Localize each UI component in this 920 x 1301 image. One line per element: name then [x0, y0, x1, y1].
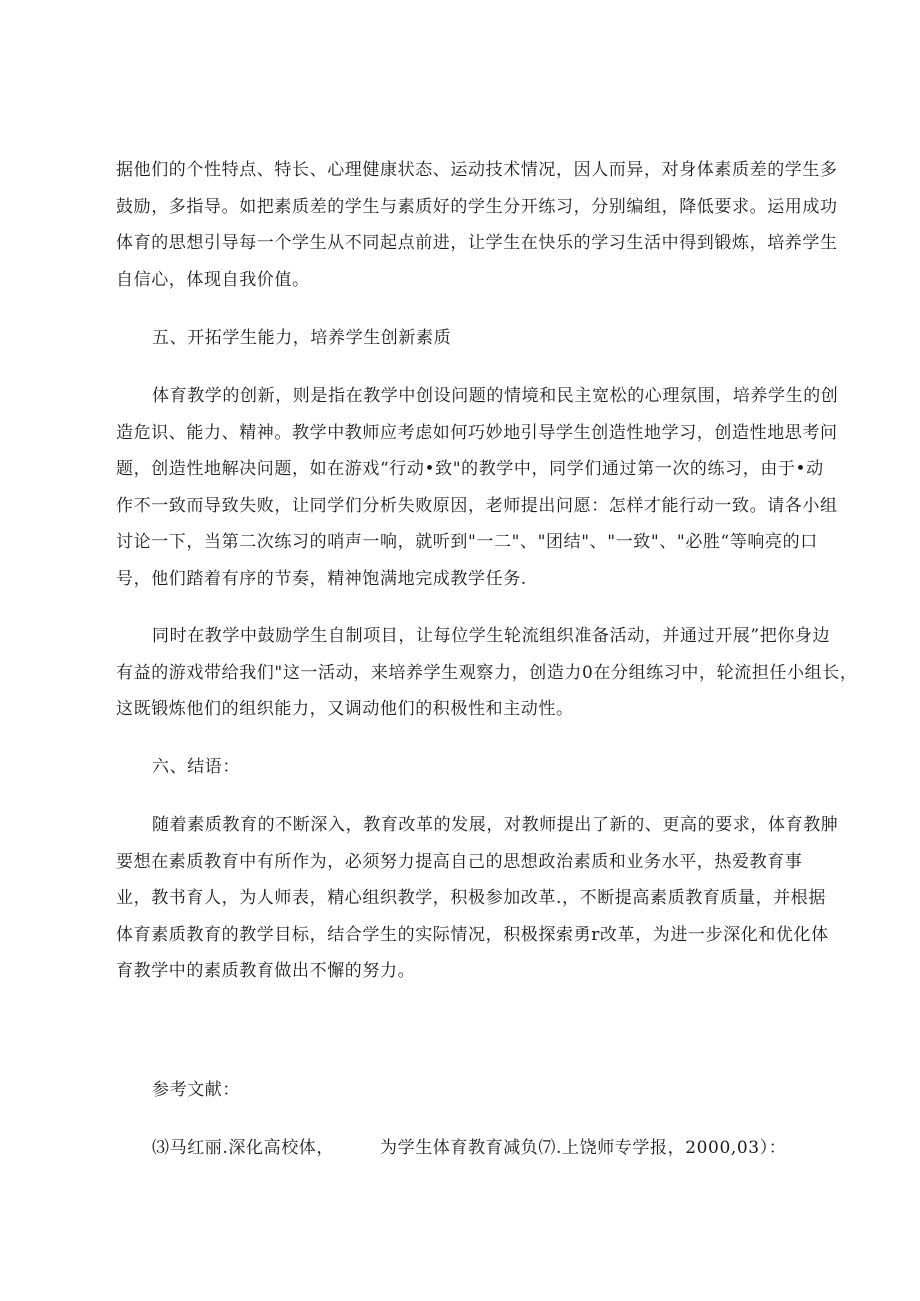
paragraph-1-line-4: 自信心，体现自我价值。 — [116, 270, 310, 290]
paragraph-3-line-1: 同时在教学中鼓励学生自制项目，让每位学生轮流组织准备活动，并通过开展”把你身边 — [152, 626, 831, 646]
paragraph-2-line-5: 讨论一下，当第二次练习的哨声一响，就听到"一二"、"团结"、"一致"、"必胜“等响亮的口 — [116, 532, 818, 552]
paragraph-4-line-4: 体育素质教育的教学目标，结合学生的实际情况，积极探索勇r改革，为进一步深化和优化体 — [116, 925, 829, 945]
paragraph-2-line-1: 体育教学的创新，则是指在教学中创设问题的情境和民主宽松的心理氛围，培养学生的创 — [152, 386, 839, 406]
paragraph-3-line-2: 有益的游戏带给我们"这一活动，来培养学生观察力，创造力0在分组练习中，轮流担任小组长， — [116, 663, 858, 683]
paragraph-1-line-2: 鼓励，多指导。如把素质差的学生与素质好的学生分开练习，分别编组，降低要求。运用成功 — [116, 197, 838, 217]
references-heading: 参考文献： — [152, 1080, 240, 1100]
paragraph-2-line-2: 造危识、能力、精神。教学中教师应考虑如何巧妙地引导学生创造性地学习，创造性地思考问 — [116, 423, 838, 443]
section-heading-6: 六、结语： — [152, 757, 240, 777]
paragraph-3-line-3: 这既锻炼他们的组织能力，又调动他们的积极性和主动性。 — [116, 699, 574, 719]
paragraph-2-line-3: 题，创造性地解决问题，如在游戏“行动•致"的教学中，同学们通过第一次的练习，由于•动 — [116, 459, 824, 479]
paragraph-1-line-3: 体育的思想引导每一个学生从不同起点前进，让学生在快乐的学习生活中得到锻炼，培养学生 — [116, 233, 838, 253]
paragraph-4-line-3: 业，教书育人，为人师表，精心组织教学，积极参加改革.，不断提高素质教育质量，并根据 — [116, 888, 827, 908]
reference-1-part-1: ⑶马红丽.深化高校体， — [152, 1138, 335, 1158]
paragraph-1-line-1: 据他们的个性特点、特长、心理健康状态、运动技术情况，因人而异，对身体素质差的学生多 — [116, 160, 838, 180]
paragraph-4-line-5: 育教学中的素质教育做出不懈的努力。 — [116, 961, 416, 981]
paragraph-2-line-6: 号，他们踏着有序的节奏，精神饱满地完成教学任务. — [116, 569, 527, 589]
section-heading-5: 五、开拓学生能力，培养学生创新素质 — [152, 328, 452, 348]
paragraph-2-line-4: 作不一致而导致失败，让同学们分析失败原因，老师提出问愿：怎样才能行动一致。请各小组 — [116, 496, 838, 516]
reference-1-part-2: 为学生体育教育减负⑺.上饶师专学报，2000,03）： — [380, 1138, 787, 1158]
paragraph-4-line-2: 要想在素质教育中有所作为，必须努力提高自己的思想政治素质和业务水平，热爱教育事 — [116, 852, 803, 872]
paragraph-4-line-1: 随着素质教育的不断深入，教育改革的发展，对教师提出了新的、更高的要求，体育教胂 — [152, 815, 839, 835]
